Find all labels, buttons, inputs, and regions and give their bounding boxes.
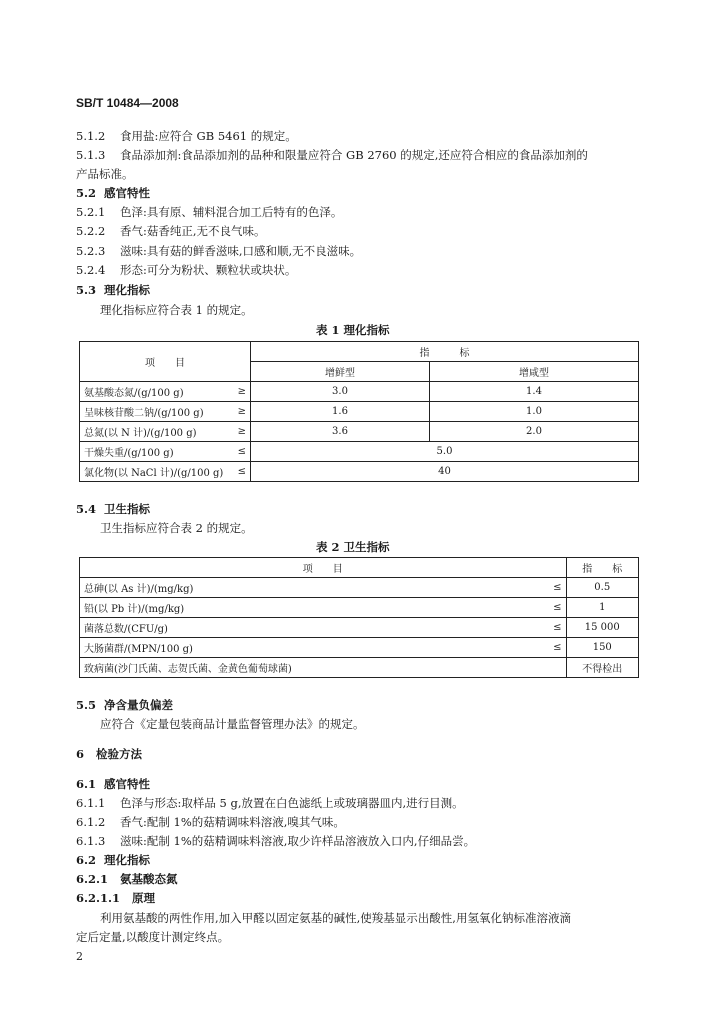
table-physicochemical [79, 341, 639, 482]
clause-number: 6.1.2 [76, 815, 106, 829]
row-value-b: 2.0 [430, 422, 639, 442]
table2-reference: 卫生指标应符合表 2 的规定。 [100, 521, 253, 535]
clause-5-2-4 [76, 262, 296, 278]
principle-text-line2: 定后定量,以酸度计测定终点。 [76, 930, 230, 944]
clause-text: 色泽:具有原、辅料混合加工后特有的色泽。 [120, 205, 343, 219]
clause-number: 5.2.2 [76, 224, 106, 238]
principle-text-line1: 利用氨基酸的两性作用,加入甲醛以固定氨基的碱性,使羧基显示出酸性,用氢氧化钠标准溶液滴 [100, 911, 571, 925]
header-index: 指 标 [251, 342, 639, 362]
section-number: 6.2 [76, 853, 97, 867]
row-symbol: ≤ [233, 442, 251, 462]
row-label: 呈味核苷酸二钠/(g/100 g) [80, 402, 233, 422]
row-symbol: ≥ [233, 382, 251, 402]
section-title: 理化指标 [104, 853, 150, 867]
net-content-text: 应符合《定量包装商品计量监督管理办法》的规定。 [100, 717, 365, 731]
clause-5-1-3 [76, 147, 588, 163]
row-label: 总砷(以 As 计)/(mg/kg) [80, 578, 531, 598]
header-type-b: 增咸型 [430, 362, 639, 382]
row-symbol: ≥ [233, 402, 251, 422]
clause-5-2-1 [76, 204, 342, 220]
row-label: 干燥失重/(g/100 g) [80, 442, 233, 462]
table2-caption: 表 2 卫生指标 [316, 540, 390, 554]
clause-text: 色泽与形态:取样品 5 g,放置在白色滤纸上或玻璃器皿内,进行目测。 [120, 796, 464, 810]
header-index: 指 标 [566, 558, 638, 578]
clause-text: 食品添加剂:食品添加剂的品种和限量应符合 GB 2760 的规定,还应符合相应的食品添加剂的 [120, 148, 588, 162]
clause-title: 原理 [132, 891, 155, 905]
header-item: 项 目 [80, 342, 251, 382]
clause-number: 5.2.3 [76, 244, 106, 258]
row-symbol: ≤ [531, 638, 566, 658]
clause-5-2-2 [76, 223, 266, 239]
clause-text: 形态:可分为粉状、颗粒状或块状。 [120, 263, 297, 277]
clause-text: 滋味:具有菇的鲜香滋味,口感和顺,无不良滋味。 [120, 244, 362, 258]
clause-number: 5.2.1 [76, 205, 106, 219]
clause-text: 滋味:配制 1%的菇精调味料溶液,取少许样品溶液放入口内,仔细品尝。 [120, 834, 476, 848]
table-row [80, 618, 639, 638]
row-label: 大肠菌群/(MPN/100 g) [80, 638, 531, 658]
header-item: 项 目 [80, 558, 567, 578]
clause-number: 5.1.2 [76, 129, 106, 143]
row-value-b: 1.0 [430, 402, 639, 422]
chapter-number: 6 [76, 747, 85, 761]
table-row [80, 422, 639, 442]
section-5-3 [76, 282, 150, 298]
table-row [80, 638, 639, 658]
clause-6-1-2 [76, 814, 345, 830]
clause-number: 6.2.1 [76, 872, 109, 886]
table-row [80, 598, 639, 618]
row-value-a: 3.6 [251, 422, 430, 442]
table-hygiene [79, 557, 639, 678]
chapter-6 [76, 746, 142, 762]
row-value: 5.0 [251, 442, 639, 462]
row-value: 150 [566, 638, 638, 658]
row-value: 不得检出 [566, 658, 638, 678]
section-title: 净含量负偏差 [104, 698, 173, 712]
section-number: 5.3 [76, 283, 97, 297]
section-title: 理化指标 [104, 283, 150, 297]
section-5-2 [76, 185, 150, 201]
section-5-4 [76, 501, 150, 517]
clause-6-2-1-1 [76, 890, 155, 906]
row-value: 0.5 [566, 578, 638, 598]
row-symbol: ≤ [531, 578, 566, 598]
clause-6-1-3 [76, 833, 475, 849]
row-value: 15 000 [566, 618, 638, 638]
row-label: 总氮(以 N 计)/(g/100 g) [80, 422, 233, 442]
table-row [80, 382, 639, 402]
row-label: 致病菌(沙门氏菌、志贺氏菌、金黄色葡萄球菌) [80, 658, 531, 678]
table-row [80, 442, 639, 462]
row-value: 40 [251, 462, 639, 482]
section-number: 5.5 [76, 698, 97, 712]
clause-number: 6.1.1 [76, 796, 106, 810]
clause-6-2-1 [76, 871, 178, 887]
clause-6-1-1 [76, 795, 464, 811]
table1-caption: 表 1 理化指标 [316, 323, 390, 337]
clause-number: 6.1.3 [76, 834, 106, 848]
clause-text: 食用盐:应符合 GB 5461 的规定。 [120, 129, 297, 143]
clause-5-1-3-cont: 产品标准。 [76, 167, 134, 181]
section-number: 6.1 [76, 777, 97, 791]
row-symbol: ≤ [531, 618, 566, 638]
row-label: 铅(以 Pb 计)/(mg/kg) [80, 598, 531, 618]
section-title: 感官特性 [104, 777, 150, 791]
table-row [80, 462, 639, 482]
clause-5-1-2 [76, 128, 297, 144]
clause-title: 氨基酸态氮 [120, 872, 178, 886]
section-number: 5.4 [76, 502, 97, 516]
clause-text: 香气:菇香纯正,无不良气味。 [120, 224, 266, 238]
section-number: 5.2 [76, 186, 97, 200]
section-6-2 [76, 852, 150, 868]
row-label: 氯化物(以 NaCl 计)/(g/100 g) [80, 462, 233, 482]
section-6-1 [76, 776, 150, 792]
section-title: 卫生指标 [104, 502, 150, 516]
row-label: 菌落总数/(CFU/g) [80, 618, 531, 638]
clause-number: 6.2.1.1 [76, 891, 121, 905]
table-row [80, 578, 639, 598]
row-symbol [531, 658, 566, 678]
clause-5-2-3 [76, 243, 361, 259]
table-row [80, 658, 639, 678]
row-value-a: 1.6 [251, 402, 430, 422]
table-header-row [80, 342, 639, 362]
row-value: 1 [566, 598, 638, 618]
row-value-b: 1.4 [430, 382, 639, 402]
clause-number: 5.2.4 [76, 263, 106, 277]
standard-code-header: SB/T 10484—2008 [76, 96, 179, 110]
section-title: 感官特性 [104, 186, 150, 200]
row-symbol: ≤ [531, 598, 566, 618]
clause-text: 香气:配制 1%的菇精调味料溶液,嗅其气味。 [120, 815, 345, 829]
header-type-a: 增鲜型 [251, 362, 430, 382]
page-number: 2 [76, 950, 83, 963]
row-symbol: ≥ [233, 422, 251, 442]
chapter-title: 检验方法 [96, 747, 142, 761]
table-row [80, 402, 639, 422]
clause-number: 5.1.3 [76, 148, 106, 162]
row-symbol: ≤ [233, 462, 251, 482]
table1-reference: 理化指标应符合表 1 的规定。 [100, 303, 253, 317]
section-5-5 [76, 697, 173, 713]
row-label: 氨基酸态氮/(g/100 g) [80, 382, 233, 402]
row-value-a: 3.0 [251, 382, 430, 402]
table-header-row [80, 558, 639, 578]
